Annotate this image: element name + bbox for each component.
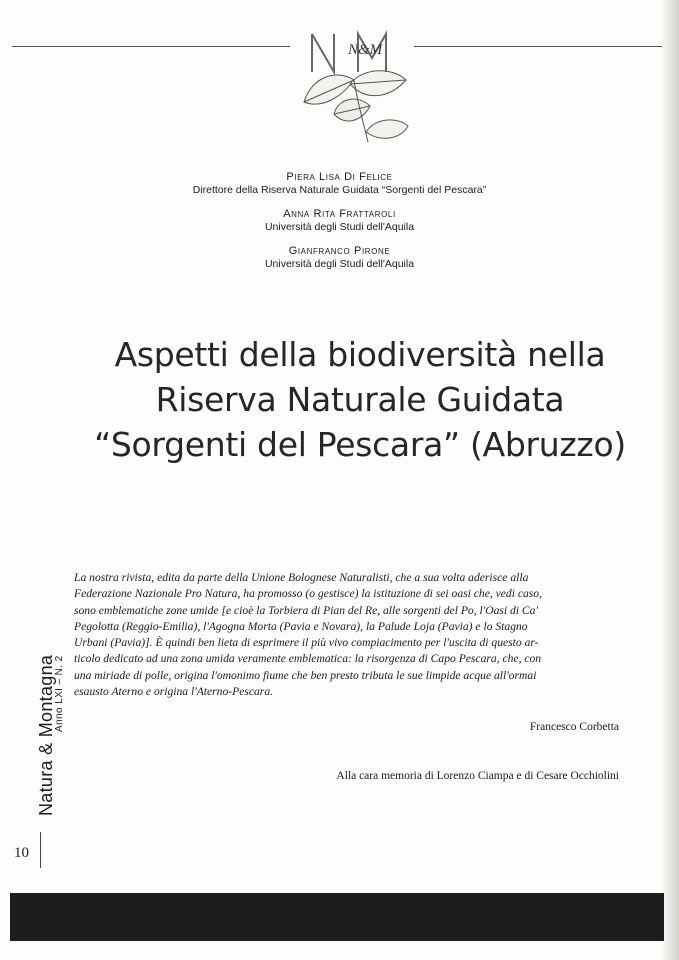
- intro-line: sono emblematiche zone umide [e cioè la Torbiera di Pian del Re, alle sorgenti del Po, l'Oasi di Ca': [74, 603, 538, 617]
- author-block: [0, 170, 679, 281]
- intro-line: La nostra rivista, edita da parte della Unione Bolognese Naturalisti, che a sua volta aderisce alla: [74, 571, 529, 584]
- author-name: Gianfranco Pirone: [288, 245, 391, 257]
- journal-issue: Anno LXI – N. 2: [54, 655, 65, 732]
- author-2: [0, 207, 679, 234]
- intro-line: Pegolotta (Reggio-Emilia), l'Agogna Morta (Pavia e Novara), la Palude Loja (Pavia) e lo Stagno: [74, 619, 528, 633]
- leaf-logo-icon: [282, 14, 422, 154]
- footer-bar: [10, 893, 664, 941]
- title-line: Aspetti della biodiversità nella: [114, 335, 606, 374]
- author-3: [0, 244, 679, 271]
- author-1: [0, 170, 679, 197]
- author-affiliation: Università degli Studi dell'Aquila: [264, 258, 415, 270]
- dedication: Alla cara memoria di Lorenzo Ciampa e di Cesare Occhiolini: [336, 770, 619, 782]
- page-edge-shadow: [661, 0, 679, 960]
- article-title: [60, 332, 660, 467]
- spine-rule: [40, 832, 41, 868]
- author-affiliation: Università degli Studi dell'Aquila: [264, 221, 415, 233]
- header-rule-left: [12, 46, 290, 47]
- title-line: “Sorgenti del Pescara” (Abruzzo): [94, 425, 626, 464]
- author-name: Piera Lisa Di Felice: [286, 171, 393, 183]
- journal-name: Natura & Montagna: [36, 654, 56, 816]
- intro-line: Urbani (Pavia)]. È quindi ben lieta di esprimere il più vivo compiacimento per l'uscita di questo ar-: [74, 636, 539, 650]
- intro-line: Federazione Nazionale Pro Natura, ha promosso (o gestisce) la istituzione di sei oasi che, vedi caso,: [74, 587, 542, 601]
- header-rule-right: [414, 46, 662, 47]
- intro-line: ticolo dedicato ad una zona umida veramente emblematica: la risorgenza di Capo Pescara, che, con: [74, 652, 542, 666]
- intro-signature: Francesco Corbetta: [529, 721, 619, 733]
- editorial-intro: [74, 570, 622, 700]
- journal-spine: [10, 628, 70, 838]
- intro-line: esausto Aterno e origina l'Aterno-Pescara.: [74, 685, 274, 699]
- page-number: 10: [14, 845, 29, 861]
- intro-line: una miriade di polle, origina l'omonimo fiume che ben presto tributa le sue limpide acque all'ormai: [74, 668, 537, 682]
- author-name: Anna Rita Frattaroli: [283, 208, 396, 220]
- author-affiliation: Direttore della Riserva Naturale Guidata “Sorgenti del Pescara”: [192, 184, 487, 196]
- title-line: Riserva Naturale Guidata: [155, 380, 565, 419]
- logo-monogram: N&M: [348, 42, 383, 58]
